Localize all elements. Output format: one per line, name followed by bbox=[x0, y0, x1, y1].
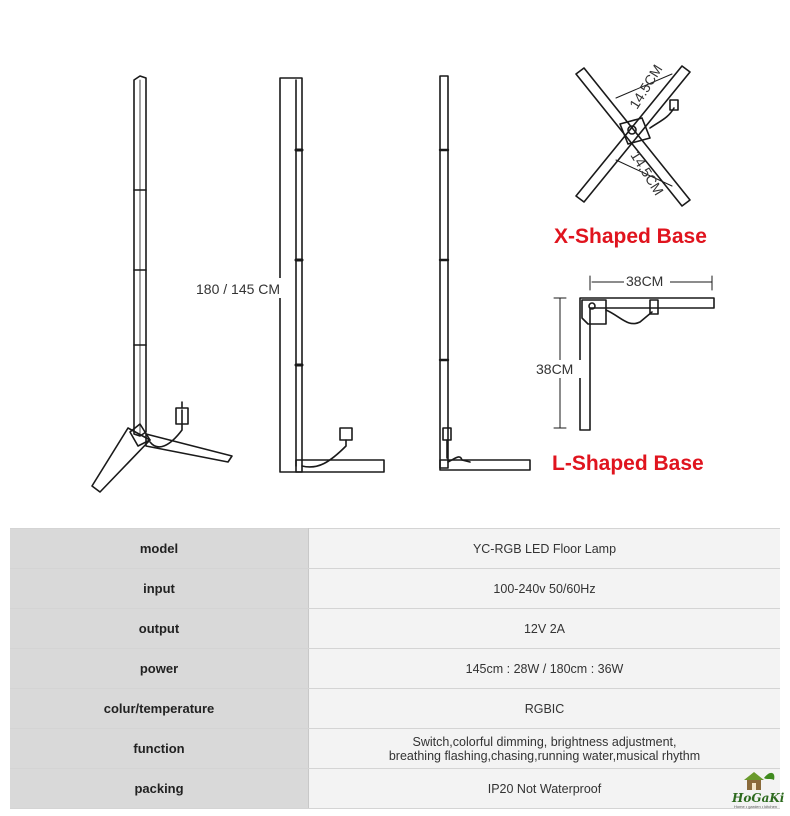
spec-value: 145cm : 28W / 180cm : 36W bbox=[309, 649, 781, 689]
lamp-side-view bbox=[280, 78, 384, 472]
specifications-table bbox=[10, 528, 780, 809]
spec-key: output bbox=[10, 609, 309, 649]
logo-name: HoGaKi bbox=[732, 791, 785, 805]
spec-value bbox=[309, 729, 781, 769]
spec-value: IP20 Not Waterproof bbox=[309, 769, 781, 809]
table-row bbox=[10, 569, 780, 609]
spec-key: input bbox=[10, 569, 309, 609]
house-icon bbox=[744, 772, 774, 790]
spec-key: colur/temperature bbox=[10, 689, 309, 729]
x-base-bottom-dimension: 14.5CM bbox=[627, 148, 668, 199]
spec-key: packing bbox=[10, 769, 309, 809]
spec-key: function bbox=[10, 729, 309, 769]
l-base-width-dimension: 38CM bbox=[626, 273, 664, 289]
logo-tagline: Home • garden • kitchen bbox=[734, 804, 778, 809]
table-row bbox=[10, 769, 780, 809]
table-row bbox=[10, 529, 780, 569]
x-shaped-base-title: X-Shaped Base bbox=[554, 225, 707, 248]
spec-value: RGBIC bbox=[309, 689, 781, 729]
l-shaped-base-title: L-Shaped Base bbox=[552, 452, 704, 475]
spec-key: power bbox=[10, 649, 309, 689]
spec-value: YC-RGB LED Floor Lamp bbox=[309, 529, 781, 569]
spec-value-line-2: breathing flashing,chasing,running water,musical rhythm bbox=[388, 748, 701, 763]
hogaki-logo bbox=[730, 768, 790, 812]
l-shaped-base-drawing bbox=[554, 276, 714, 430]
table-row bbox=[10, 649, 780, 689]
x-base-top-dimension: 14.5CM bbox=[625, 61, 666, 112]
table-row bbox=[10, 609, 780, 649]
spec-value: 100-240v 50/60Hz bbox=[309, 569, 781, 609]
l-base-height-dimension: 38CM bbox=[536, 361, 574, 377]
height-dimension-label: 180 / 145 CM bbox=[196, 281, 281, 297]
spec-key: model bbox=[10, 529, 309, 569]
spec-value-line-1: Switch,colorful dimming, brightness adjustment, bbox=[412, 734, 677, 749]
table-row bbox=[10, 729, 780, 769]
x-shaped-base-drawing bbox=[576, 66, 690, 206]
lamp-front-view bbox=[440, 76, 530, 470]
spec-value: 12V 2A bbox=[309, 609, 781, 649]
table-row bbox=[10, 689, 780, 729]
